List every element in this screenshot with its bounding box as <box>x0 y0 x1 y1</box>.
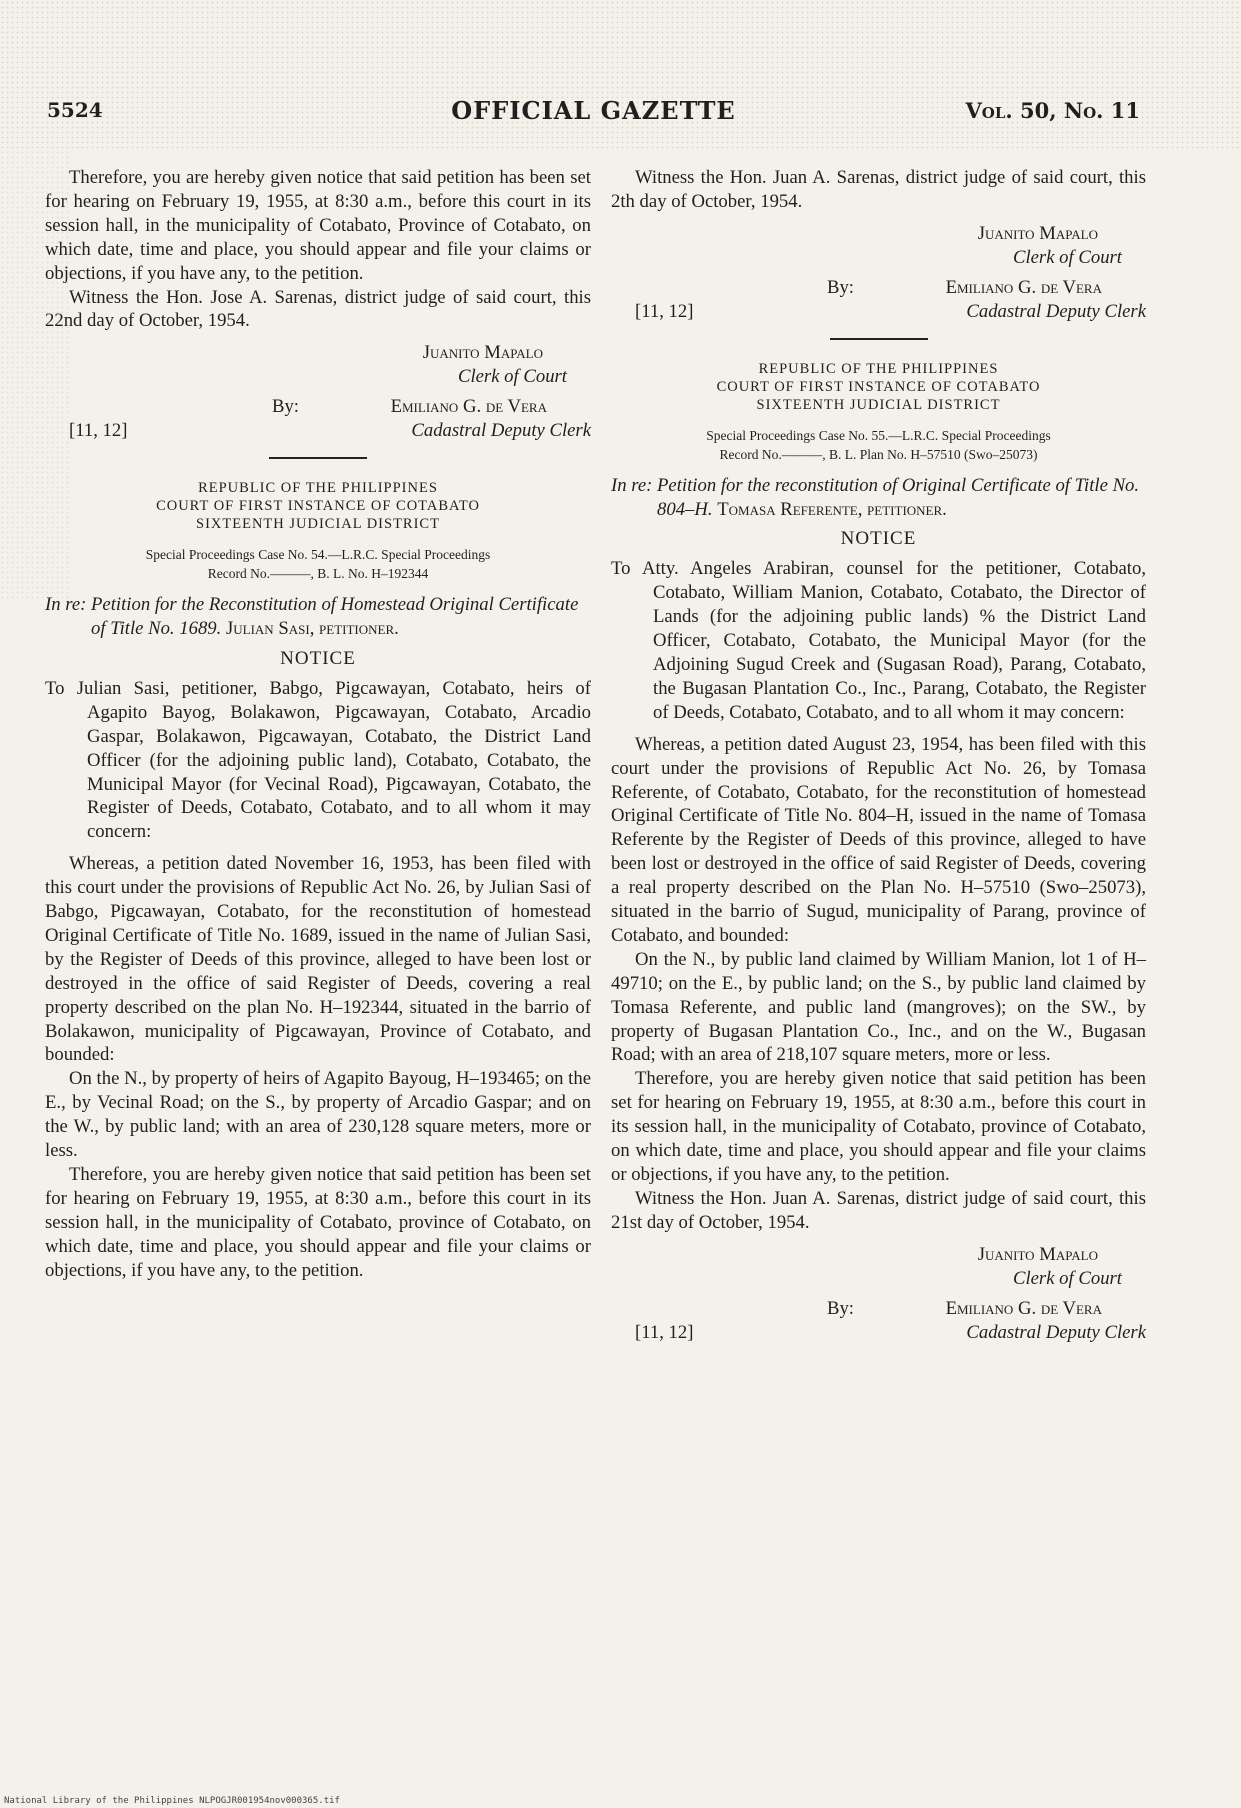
court-line: REPUBLIC OF THE PHILIPPINES <box>758 360 999 377</box>
court-line: COURT OF FIRST INSTANCE OF COTABATO <box>156 498 480 515</box>
case-line: Record No.———, B. L. No. H–192344 <box>207 566 429 582</box>
case-line: Record No.———, B. L. Plan No. H–57510 (Swo–25073) <box>719 446 1038 462</box>
deputy-signature <box>45 395 591 443</box>
signature-block <box>611 222 1146 270</box>
deputy-title: Cadastral Deputy Clerk <box>411 420 591 442</box>
deputy-title: Cadastral Deputy Clerk <box>966 1321 1146 1343</box>
by-label: By: <box>826 1297 854 1319</box>
clerk-name: Juanito Mapalo <box>977 222 1098 244</box>
paragraph: Witness the Hon. Jose A. Sarenas, district judge of said court, this 22nd day of October, 1954. <box>45 286 591 332</box>
addressees: To Julian Sasi, petitioner, Babgo, Pigcawayan, Cotabato, heirs of Agapito Bayog, Bolakawon, Pigcawayan, Cotabato, Arcadio Gaspar, Bolakawon, Pigcawayan, Cotabato, the District Land Officer (for the adjoining public land), Cotabato, Cotabato, the Municipal Mayor (for Vecinal Road), Pigcawayan, Cotabato, the Register of Deeds, Cotabato, Cotabato, and to all whom it may concern: <box>45 677 591 843</box>
issue-reference: [11, 12] <box>635 300 694 322</box>
clerk-title: Clerk of Court <box>1012 1267 1122 1289</box>
in-re-caption <box>611 474 1146 522</box>
paragraph: Therefore, you are hereby given notice that said petition has been set for hearing on February 19, 1955, at 8:30 a.m., before this court in its session hall, in the municipality of Cotabato, Province of Cotabato, on which date, time and place, you should appear and file your claims or objections, if you have any, to the petition. <box>45 167 591 284</box>
court-heading <box>611 360 1146 414</box>
court-line: COURT OF FIRST INSTANCE OF COTABATO <box>716 378 1041 395</box>
section-divider <box>830 338 928 340</box>
paragraph: On the N., by property of heirs of Agapito Bayoug, H–193465; on the E., by Vecinal Road; on the S., by property of Arcadio Gaspar; and on the W., by public land; with an area of 230,128 square meters, more or less. <box>45 1068 591 1162</box>
paragraph: Therefore, you are hereby given notice that said petition has been set for hearing on February 19, 1955, at 8:30 a.m., before this court in its session hall, in the municipality of Cotabato, province of Cotabato, on which date, time and place, you should appear and file your claims or objections, if you have any, to the petition. <box>45 1164 591 1281</box>
in-re-text: In re: Petition for the reconstitution of Original Certificate of Title No. 804–H. <box>611 474 1140 520</box>
page-number: 5524 <box>47 98 103 122</box>
deputy-title: Cadastral Deputy Clerk <box>966 300 1146 322</box>
clerk-title: Clerk of Court <box>1012 246 1122 268</box>
clerk-name: Juanito Mapalo <box>422 342 543 364</box>
section-divider <box>269 457 367 459</box>
case-line: Special Proceedings Case No. 54.—L.R.C. Special Proceedings <box>145 547 491 563</box>
paragraph: On the N., by public land claimed by William Manion, lot 1 of H–49710; on the E., by public land; on the S., by public land claimed by Tomasa Referente, and public land (mangroves); on the SW., by property of Bugasan Plantation Co., Inc., and on the W., Bugasan Road; with an area of 218,107 square meters, more or less. <box>611 948 1146 1066</box>
paragraph: Witness the Hon. Juan A. Sarenas, district judge of said court, this 2th day of October, 1954. <box>611 167 1146 212</box>
paragraph: Witness the Hon. Juan A. Sarenas, district judge of said court, this 21st day of October, 1954. <box>611 1187 1146 1233</box>
notice-heading: NOTICE <box>840 528 917 550</box>
deputy-signature <box>611 1297 1146 1345</box>
issue-reference: [11, 12] <box>69 420 128 442</box>
page-header <box>47 98 1140 134</box>
signature-block <box>611 1243 1146 1291</box>
petitioner: Tomasa Referente, petitioner. <box>717 498 947 520</box>
case-line: Special Proceedings Case No. 55.—L.R.C. Special Proceedings <box>706 427 1051 443</box>
petitioner: Julian Sasi, petitioner. <box>225 618 399 640</box>
issue-reference: [11, 12] <box>635 1321 694 1343</box>
deputy-name: Emiliano G. de Vera <box>390 396 547 418</box>
by-label: By: <box>826 276 854 298</box>
scan-footer: National Library of the Philippines NLPOGJR001954nov000365.tif <box>4 1796 340 1806</box>
court-line: REPUBLIC OF THE PHILIPPINES <box>198 480 438 497</box>
paragraph: Whereas, a petition dated November 16, 1953, has been filed with this court under the provisions of Republic Act No. 26, by Julian Sasi of Babgo, Pigcawayan, Cotabato, for the reconstitution of homestead Original Certificate of Title No. 1689, issued in the name of Julian Sasi, by the Register of Deeds of this province, alleged to have been lost or destroyed in the office of said Register of Deeds, covering a real property described on the plan No. H–192344, situated in the barrio of Bolakawon, municipality of Pigcawayan, Province of Cotabato, and bounded: <box>45 853 591 1066</box>
right-column <box>611 166 1146 1345</box>
publication-title: OFFICIAL GAZETTE <box>451 96 736 125</box>
court-heading <box>45 479 591 533</box>
case-number <box>611 426 1146 464</box>
deputy-signature <box>611 276 1146 324</box>
in-re-caption <box>45 593 591 641</box>
paragraph: Whereas, a petition dated August 23, 1954, has been filed with this court under the provisions of Republic Act No. 26, by Tomasa Referente, of Cotabato, Cotabato, for the reconstitution of homestead Original Certificate of Title No. 804–H, issued in the name of Tomasa Referente by the Register of Deeds of this province, alleged to have been lost or destroyed in the office of said Register of Deeds, covering a real property described on the Plan No. H–57510 (Swo–25073), situated in the barrio of Sugud, municipality of Parang, province of Cotabato, and bounded: <box>611 733 1146 946</box>
clerk-name: Juanito Mapalo <box>977 1243 1098 1265</box>
by-label: By: <box>271 396 299 418</box>
paragraph: Therefore, you are hereby given notice that said petition has been set for hearing on February 19, 1955, at 8:30 a.m., before this court in its session hall, in the municipality of Cotabato, province of Cotabato, on which date, time and place, you should appear and file your claims or objections, if you have any, to the petition. <box>611 1068 1146 1185</box>
deputy-name: Emiliano G. de Vera <box>945 1297 1102 1319</box>
in-re-text: In re: Petition for the Reconstitution of Homestead Original Certificate of Title No. 1689. <box>45 594 579 640</box>
volume-issue: Vol. 50, No. 11 <box>965 98 1140 123</box>
signature-block <box>45 341 591 389</box>
notice-heading: NOTICE <box>280 647 356 669</box>
clerk-title: Clerk of Court <box>457 366 567 388</box>
left-column <box>45 166 591 1283</box>
addressees: To Atty. Angeles Arabiran, counsel for the petitioner, Cotabato, Cotabato, William Manion, Cotabato, Cotabato, the Director of Lands (for the adjoining public lands) % the District Land Officer, Cotabato, Cotabato, the Municipal Mayor (for the Adjoining Sugud Creek and (Sugasan Road), Parang, Cotabato, the Bugasan Plantation Co., Inc., Parang, Cotabato, the Register of Deeds, Cotabato, Cotabato, and to all whom it may concern: <box>611 558 1146 723</box>
deputy-name: Emiliano G. de Vera <box>945 276 1102 298</box>
court-line: SIXTEENTH JUDICIAL DISTRICT <box>756 396 1001 413</box>
case-number <box>45 545 591 583</box>
court-line: SIXTEENTH JUDICIAL DISTRICT <box>196 516 440 533</box>
